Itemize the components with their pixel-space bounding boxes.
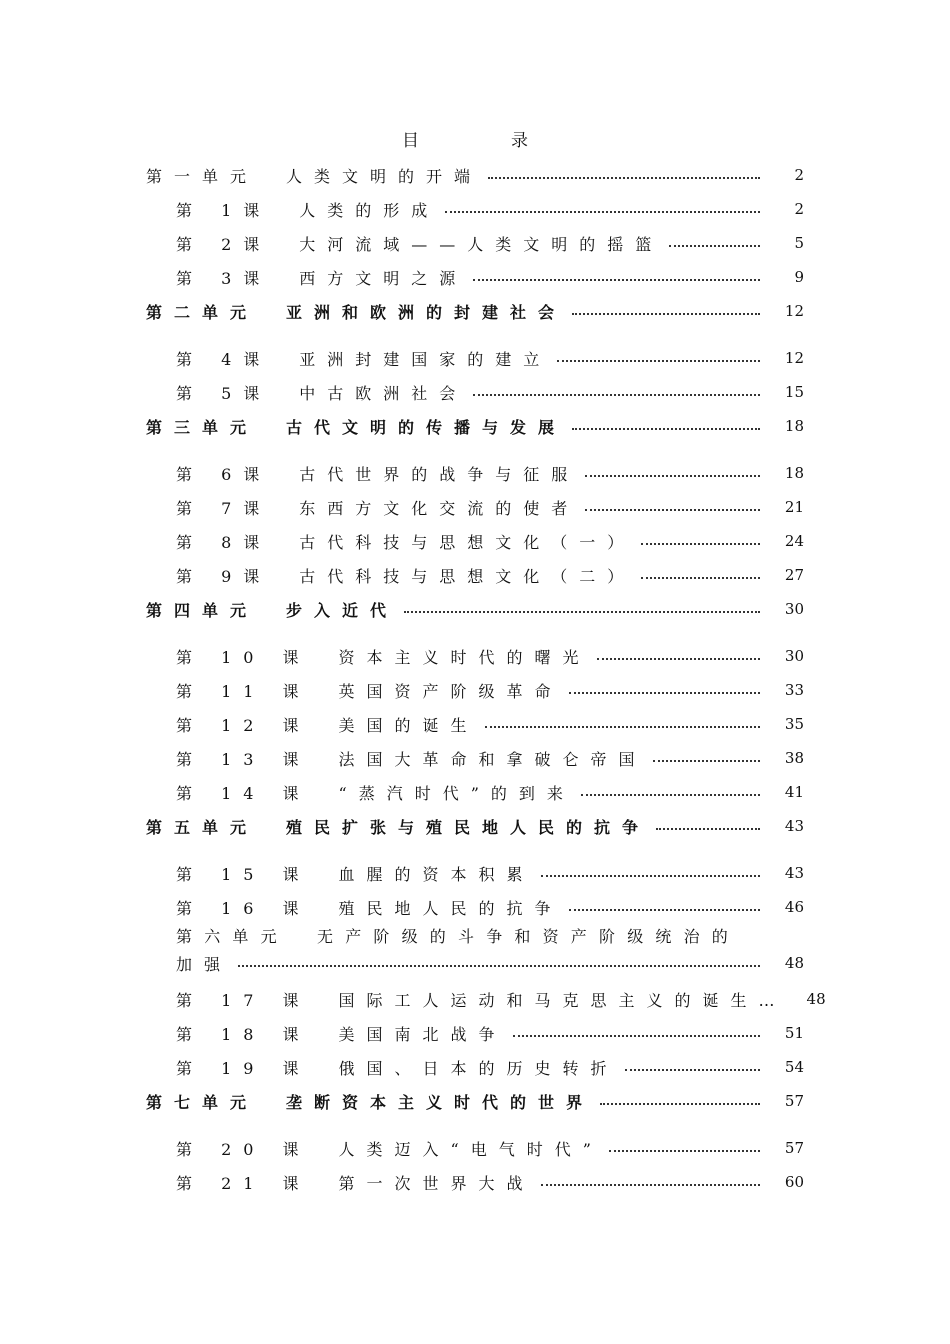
toc-entry-label: 第三单元 古代文明的传播与发展	[146, 417, 567, 437]
dot-leader	[445, 211, 760, 213]
dot-leader	[572, 428, 760, 430]
toc-entry-label: 第 13 课 法国大革命和拿破仑帝国	[176, 749, 647, 769]
toc-page-number: 48	[784, 954, 804, 972]
toc-page-number: 57	[784, 1139, 804, 1157]
toc-entry-label: 第 15 课 血腥的资本积累	[176, 864, 535, 884]
toc-entry-lesson[interactable]	[146, 490, 804, 524]
toc-entry-lesson[interactable]	[146, 524, 804, 558]
toc-entry-lesson[interactable]	[146, 558, 804, 592]
dot-leader	[641, 577, 760, 579]
toc-page-number: 2	[794, 200, 804, 218]
dot-leader	[513, 1035, 760, 1037]
toc-entry-unit[interactable]	[146, 809, 804, 843]
toc-entry-lesson[interactable]	[146, 707, 804, 741]
dot-leader	[485, 726, 760, 728]
toc-entry-label: 第 2课 大河流域——人类文明的摇篮	[176, 234, 664, 254]
toc-entry-lesson[interactable]	[146, 1016, 804, 1050]
table-of-contents	[146, 158, 826, 1199]
toc-entry-label: 第 18 课 美国南北战争	[176, 1024, 507, 1044]
toc-page-number: 27	[784, 566, 804, 584]
toc-page-number: 9	[794, 268, 804, 286]
toc-page-number: 41	[784, 783, 804, 801]
toc-page-number: 12	[784, 349, 804, 367]
toc-page-number: 24	[784, 532, 804, 550]
dot-leader	[557, 360, 760, 362]
toc-entry-lesson[interactable]	[146, 375, 804, 409]
toc-entry-label: 第 12 课 美国的诞生	[176, 715, 479, 735]
toc-entry-label: 第 20 课 人类迈入“电气时代”	[176, 1139, 603, 1159]
toc-entry-label: 第 21 课 第一次世界大战	[176, 1173, 535, 1193]
dot-leader	[541, 875, 760, 877]
dot-leader	[597, 658, 760, 660]
dot-leader	[585, 475, 760, 477]
toc-entry-label: 第二单元 亚洲和欧洲的封建社会	[146, 302, 567, 322]
toc-entry-lesson[interactable]	[146, 226, 804, 260]
dot-leader	[473, 279, 760, 281]
toc-entry-label: 第 17 课 国际工人运动和马克思主义的诞生…	[176, 990, 787, 1010]
toc-page-number: 18	[784, 417, 804, 435]
toc-entry-lesson[interactable]	[146, 1165, 804, 1199]
toc-entry-lesson[interactable]	[146, 1131, 804, 1165]
dot-leader	[581, 794, 760, 796]
toc-entry-lesson[interactable]	[146, 639, 804, 673]
toc-entry-lesson[interactable]	[146, 982, 826, 1016]
toc-title: 目录	[402, 131, 620, 151]
dot-leader	[488, 177, 760, 179]
dot-leader	[473, 394, 760, 396]
toc-entry-label: 第 9课 古代科技与思想文化（二）	[176, 566, 636, 586]
dot-leader	[541, 1184, 760, 1186]
toc-entry-unit[interactable]	[146, 924, 804, 982]
toc-page-number: 46	[784, 898, 804, 916]
toc-entry-label: 第 11 课 英国资产阶级革命	[176, 681, 563, 701]
toc-entry-unit[interactable]	[146, 592, 804, 626]
toc-entry-lesson[interactable]	[146, 192, 804, 226]
dot-leader	[569, 692, 760, 694]
toc-entry-unit[interactable]	[146, 294, 804, 328]
dot-leader	[625, 1069, 760, 1071]
toc-entry-lesson[interactable]	[146, 260, 804, 294]
toc-page-number: 38	[784, 749, 804, 767]
toc-page-number: 21	[784, 498, 804, 516]
toc-entry-label: 第 4课 亚洲封建国家的建立	[176, 349, 552, 369]
toc-page-number: 30	[784, 647, 804, 665]
toc-entry-lesson[interactable]	[146, 890, 804, 924]
toc-entry-label: 第 19 课 俄国、日本的历史转折	[176, 1058, 619, 1078]
toc-entry-label: 第 7课 东西方文化交流的使者	[176, 498, 580, 518]
dot-leader	[653, 760, 760, 762]
toc-entry-label: 第四单元 步入近代	[146, 600, 399, 620]
toc-entry-label: 第五单元 殖民扩张与殖民地人民的抗争	[146, 817, 651, 837]
toc-entry-label: 第七单元 垄断资本主义时代的世界	[146, 1092, 595, 1112]
toc-entry-label: 第 8课 古代科技与思想文化（一）	[176, 532, 636, 552]
toc-entry-lesson[interactable]	[146, 341, 804, 375]
toc-page-number: 12	[784, 302, 804, 320]
dot-leader	[600, 1103, 760, 1105]
toc-page-number: 5	[794, 234, 804, 252]
toc-entry-label: 第 10 课 资本主义时代的曙光	[176, 647, 591, 667]
toc-entry-unit[interactable]	[146, 158, 804, 192]
toc-entry-label: 第 3课 西方文明之源	[176, 268, 468, 288]
dot-leader	[609, 1150, 760, 1152]
toc-entry-unit[interactable]	[146, 1084, 804, 1118]
toc-entry-label: 第 6课 古代世界的战争与征服	[176, 464, 580, 484]
toc-page-number: 30	[784, 600, 804, 618]
dot-leader	[238, 965, 760, 967]
toc-entry-lesson[interactable]	[146, 456, 804, 490]
toc-entry-label: 第六单元 无产阶级的斗争和资产阶级统治的	[176, 927, 741, 946]
toc-entry-label: 第 16 课 殖民地人民的抗争	[176, 898, 563, 918]
toc-page-number: 51	[784, 1024, 804, 1042]
toc-entry-label: 第 1课 人类的形成	[176, 200, 440, 220]
toc-page-number: 33	[784, 681, 804, 699]
toc-entry-lesson[interactable]	[146, 741, 804, 775]
toc-page-number: 48	[806, 990, 826, 1008]
toc-page-number: 54	[784, 1058, 804, 1076]
toc-entry-lesson[interactable]	[146, 775, 804, 809]
toc-entry-label: 第 5课 中古欧洲社会	[176, 383, 468, 403]
toc-entry-lesson[interactable]	[146, 1050, 804, 1084]
toc-page-number: 15	[784, 383, 804, 401]
toc-entry-unit[interactable]	[146, 409, 804, 443]
toc-entry-label-continued: 加强	[176, 954, 233, 974]
toc-entry-lesson[interactable]	[146, 673, 804, 707]
toc-entry-label: 第 14 课 “蒸汽时代”的到来	[176, 783, 575, 803]
toc-page-number: 43	[784, 817, 804, 835]
toc-entry-label: 第一单元 人类文明的开端	[146, 166, 483, 186]
toc-page-number: 35	[784, 715, 804, 733]
toc-page-number: 2	[794, 166, 804, 184]
dot-leader	[569, 909, 760, 911]
toc-entry-lesson[interactable]	[146, 856, 804, 890]
dot-leader	[585, 509, 760, 511]
dot-leader	[656, 828, 760, 830]
dot-leader	[404, 611, 760, 613]
toc-page-number: 60	[784, 1173, 804, 1191]
toc-page-number: 57	[784, 1092, 804, 1110]
toc-page-number: 18	[784, 464, 804, 482]
dot-leader	[669, 245, 760, 247]
toc-page-number: 43	[784, 864, 804, 882]
dot-leader	[641, 543, 760, 545]
dot-leader	[572, 313, 760, 315]
